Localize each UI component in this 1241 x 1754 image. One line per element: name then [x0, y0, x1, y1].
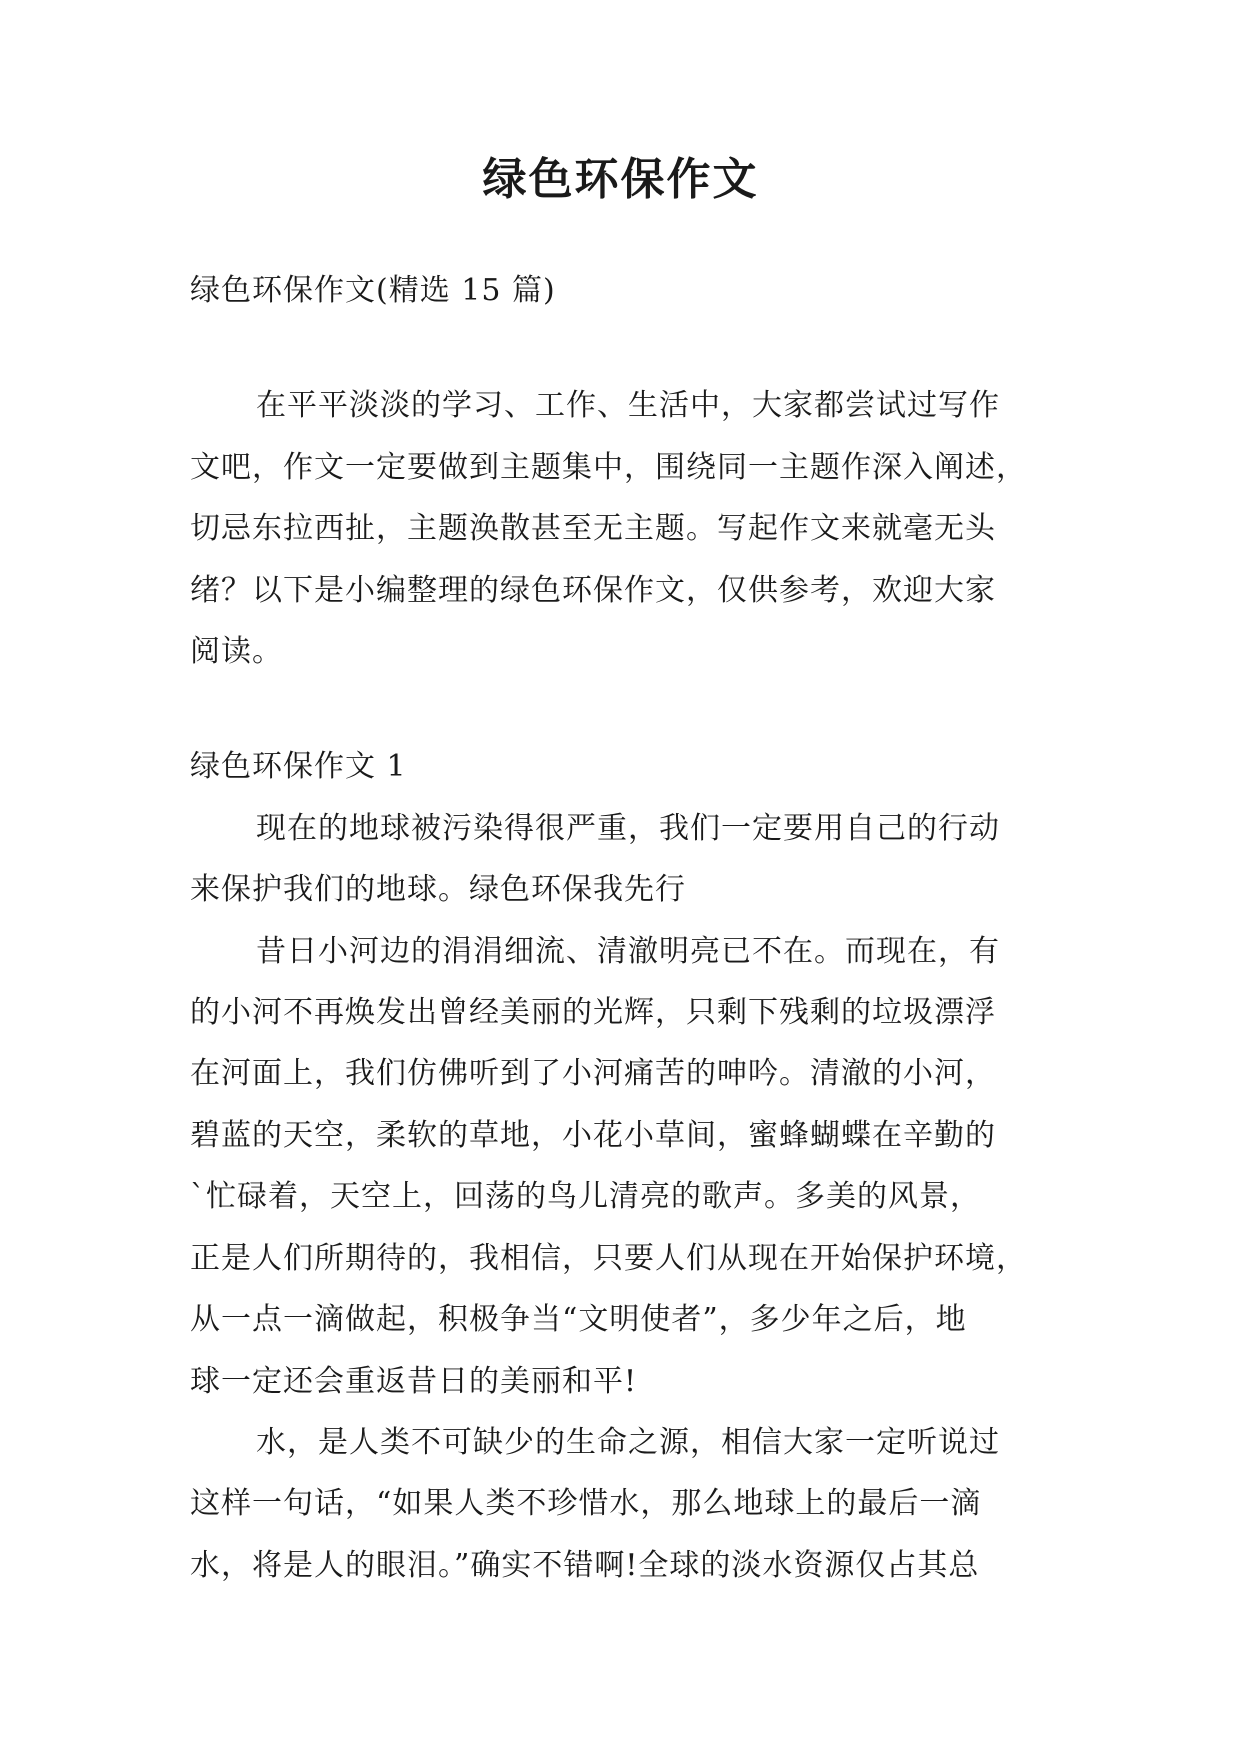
body-paragraph — [190, 1412, 1050, 1596]
intro-paragraph — [190, 375, 1050, 682]
paragraph-line: 来保护我们的地球。绿色环保我先行 — [190, 872, 686, 908]
body-paragraph — [190, 921, 1050, 1412]
document-title: 绿色环保作文 — [482, 154, 759, 205]
paragraph-line: 从一点一滴做起，积极争当“文明使者”，多少年之后，地 — [190, 1302, 967, 1338]
paragraph-line: 碧蓝的天空，柔软的草地，小花小草间，蜜蜂蝴蝶在辛勤的 — [190, 1117, 996, 1153]
paragraph-line: 这样一句话，“如果人类不珍惜水，那么地球上的最后一滴 — [190, 1486, 982, 1522]
paragraph-line: 的小河不再焕发出曾经美丽的光辉，只剩下残剩的垃圾漂浮 — [190, 995, 996, 1031]
paragraph-line: 正是人们所期待的，我相信，只要人们从现在开始保护环境， — [190, 1240, 1027, 1276]
intro-line: 在平平淡淡的学习、工作、生活中，大家都尝试过写作 — [256, 388, 1000, 424]
paragraph-line: 在河面上，我们仿佛听到了小河痛苦的呻吟。清澈的小河， — [190, 1056, 996, 1092]
document-subtitle: 绿色环保作文(精选 15 篇) — [190, 273, 556, 308]
body-paragraph — [190, 798, 1050, 921]
intro-line: 绪？以下是小编整理的绿色环保作文，仅供参考，欢迎大家 — [190, 572, 996, 608]
paragraph-line: 昔日小河边的涓涓细流、清澈明亮已不在。而现在，有 — [256, 933, 1000, 969]
paragraph-line: 水，将是人的眼泪。”确实不错啊!全球的淡水资源仅占其总 — [190, 1547, 980, 1583]
paragraph-line: `忙碌着，天空上，回荡的鸟儿清亮的歌声。多美的风景， — [190, 1179, 981, 1215]
paragraph-line: 水，是人类不可缺少的生命之源，相信大家一定听说过 — [256, 1424, 1000, 1460]
intro-line: 阅读。 — [190, 634, 283, 670]
intro-line: 切忌东拉西扯，主题涣散甚至无主题。写起作文来就毫无头 — [190, 511, 996, 547]
intro-line: 文吧，作文一定要做到主题集中，围绕同一主题作深入阐述， — [190, 449, 1027, 485]
paragraph-line: 现在的地球被污染得很严重，我们一定要用自己的行动 — [256, 810, 1000, 846]
section-heading: 绿色环保作文 1 — [190, 749, 407, 785]
document-body — [190, 260, 1050, 1596]
paragraph-line: 球一定还会重返昔日的美丽和平! — [190, 1363, 638, 1399]
